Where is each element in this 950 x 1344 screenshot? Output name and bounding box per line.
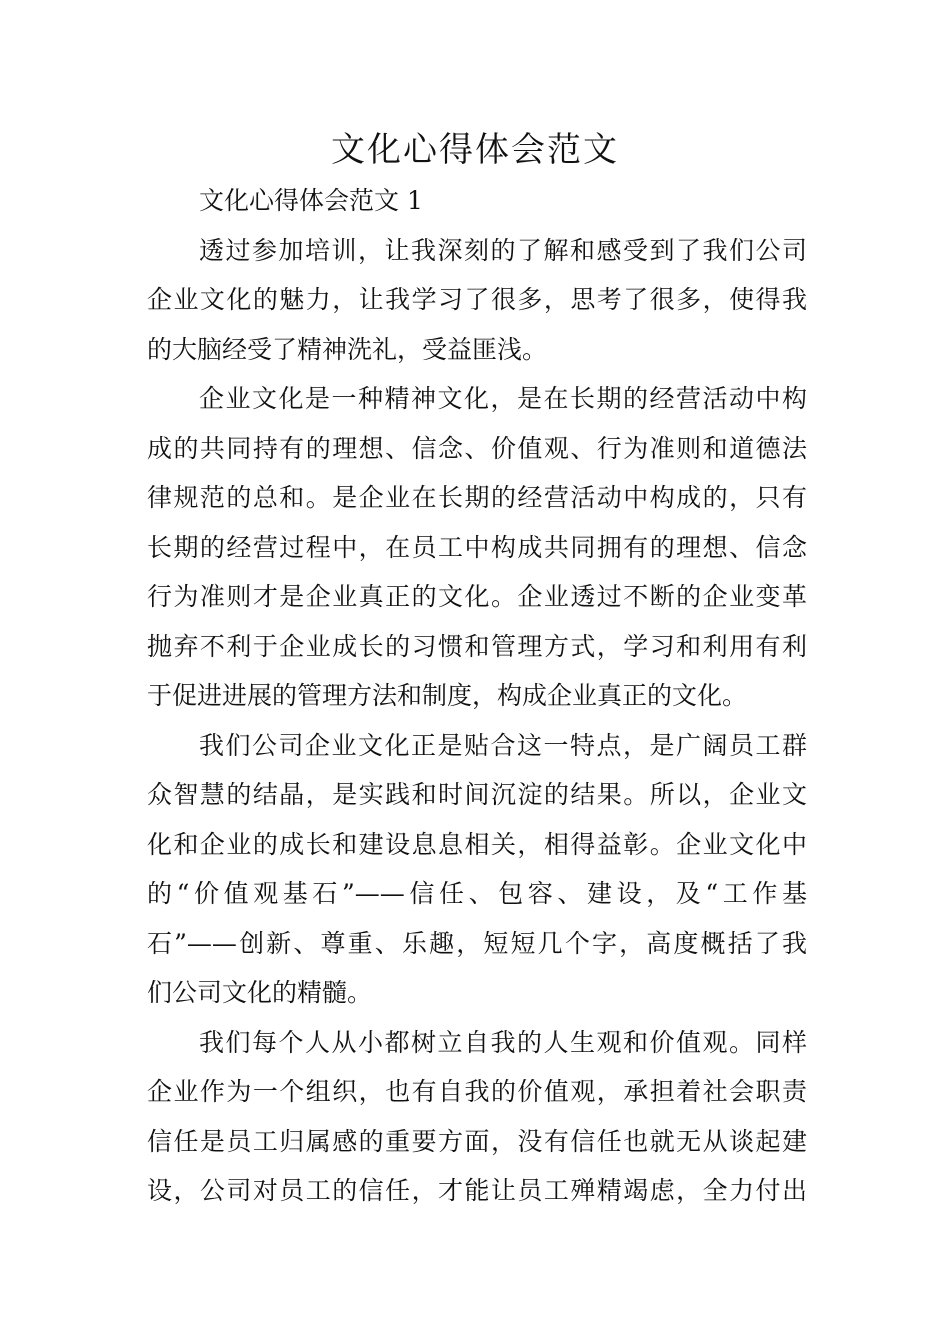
text-line: 企业作为一个组织，也有自我的价值观，承担着社会职责 — [147, 1077, 807, 1106]
text-line: 石”——创新、尊重、乐趣，短短几个字，高度概括了我 — [147, 928, 807, 958]
text-line: 我们每个人从小都树立自我的人生观和价值观。同样 — [199, 1027, 807, 1057]
text-line: 的“价值观基石”——信任、包容、建设，及“工作基 — [147, 879, 807, 908]
text-line: 设，公司对员工的信任，才能让员工殚精竭虑，全力付出 — [147, 1176, 807, 1205]
text-line: 的大脑经受了精神洗礼，受益匪浅。 — [147, 334, 548, 364]
document-title: 文化心得体会范文 — [331, 130, 619, 170]
text-line: 企业文化的魅力，让我学习了很多，思考了很多，使得我 — [147, 285, 807, 314]
text-line: 化和企业的成长和建设息息相关，相得益彰。企业文化中 — [147, 829, 807, 859]
text-line: 企业文化是一种精神文化，是在长期的经营活动中构 — [199, 384, 807, 413]
text-line: 们公司文化的精髓。 — [147, 978, 373, 1007]
document-body — [147, 176, 807, 1216]
text-line: 行为准则才是企业真正的文化。企业透过不断的企业变革 — [147, 582, 807, 611]
text-line: 抛弃不利于企业成长的习惯和管理方式，学习和利用有利 — [147, 631, 807, 661]
text-line: 律规范的总和。是企业在长期的经营活动中构成的，只有 — [147, 483, 807, 512]
text-line: 我们公司企业文化正是贴合这一特点，是广阔员工群 — [199, 730, 807, 760]
text-line: 众智慧的结晶，是实践和时间沉淀的结果。所以，企业文 — [147, 780, 807, 809]
text-line: 透过参加培训，让我深刻的了解和感受到了我们公司 — [199, 235, 807, 265]
text-line: 于促进进展的管理方法和制度，构成企业真正的文化。 — [147, 681, 748, 710]
text-line: 长期的经营过程中，在员工中构成共同拥有的理想、信念 — [147, 532, 807, 562]
text-line: 成的共同持有的理想、信念、价值观、行为准则和道德法 — [147, 433, 807, 463]
text-line: 文化心得体会范文 1 — [199, 186, 423, 215]
text-line: 信任是员工归属感的重要方面，没有信任也就无从谈起建 — [147, 1126, 807, 1156]
